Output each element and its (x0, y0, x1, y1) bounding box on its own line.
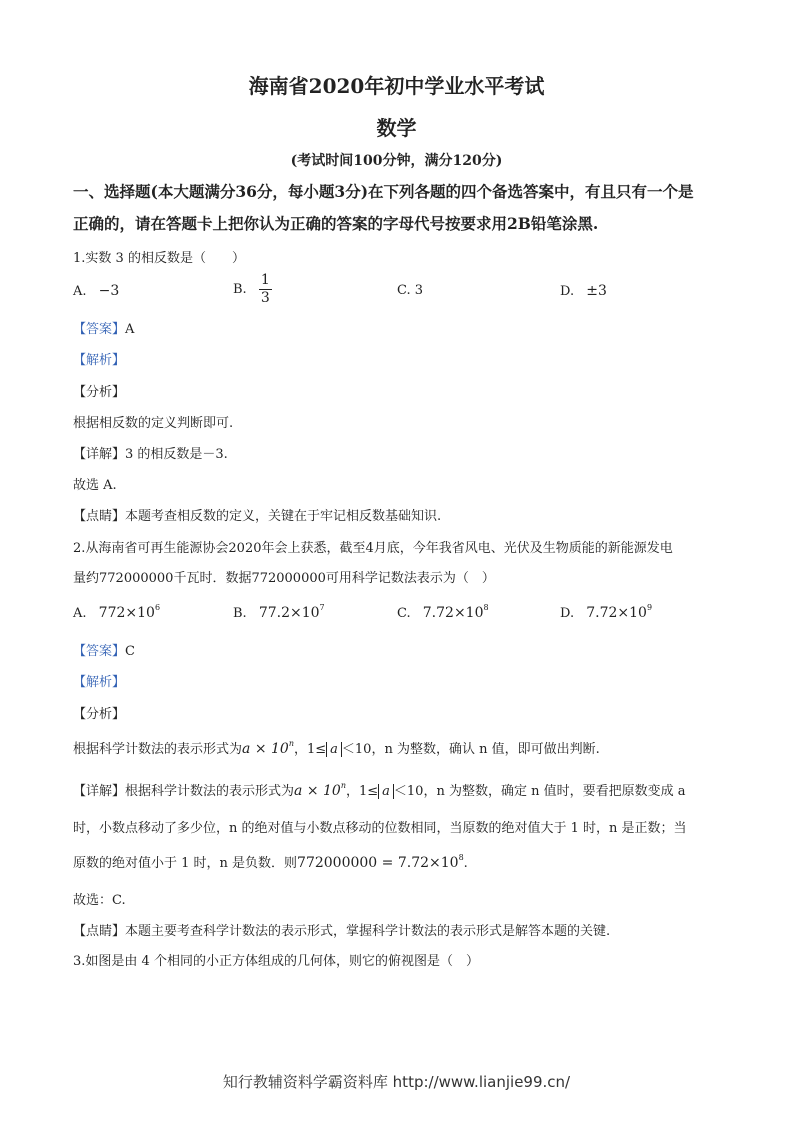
q1-option-b-fraction (259, 272, 272, 307)
q2-option-a-value: 772×10 (98, 605, 155, 621)
q2-fenxi-post: ＜10，n 为整数，确认 n 值，即可做出判断. (341, 742, 600, 757)
exam-time-note: (考试时间100分钟，满分120分) (290, 153, 503, 169)
q1-detail: 【详解】3 的相反数是－3. (73, 447, 228, 462)
q2-analysis-tag: 【解析】 (73, 675, 126, 690)
q2-detail-line3-end: . (463, 856, 468, 871)
q2-option-b-label: B. (233, 606, 247, 621)
q2-fenxi-abs: a (326, 742, 342, 757)
q2-answer-value: C (125, 644, 135, 659)
q2-detail-line2: 时，小数点移动了多少位，n 的绝对值与小数点移动的位数相同，当原数的绝对值大于 1 时，n 是正数；当 (73, 821, 687, 836)
q1-option-d-value: ±3 (586, 283, 607, 299)
q1-option-d (560, 283, 607, 299)
q1-option-a-label: A. (73, 284, 87, 299)
q2-option-d (560, 603, 652, 621)
q2-detail-line3-math-base: 772000000 = 7.72×10 (297, 855, 459, 871)
q2-option-b (233, 603, 325, 621)
q2-stem-line1: 2.从海南省可再生能源协会2020年会上获悉，截至4月底，今年我省风电、光伏及生物质能的新能源发电 (73, 541, 673, 556)
q1-option-d-label: D. (560, 284, 575, 299)
q1-option-b (233, 272, 272, 307)
q2-option-b-value: 77.2×10 (258, 605, 320, 621)
exam-subject: 数学 (376, 116, 417, 140)
q1-option-b-denominator: 3 (260, 290, 270, 306)
q2-option-d-value: 7.72×10 (586, 605, 647, 621)
q1-stem: 1.实数 3 的相反数是（ ） (73, 251, 245, 266)
section-instruction-line2: 正确的，请在答题卡上把你认为正确的答案的字母代号按要求用2B铅笔涂黑. (73, 214, 599, 233)
q2-answer-tag: 【答案】 (73, 644, 126, 659)
q2-option-c-exp: 8 (483, 603, 489, 612)
q2-fenxi-formula (242, 741, 294, 757)
q2-detail-line3-exp: 8 (458, 853, 464, 862)
q2-option-a-exp: 6 (154, 603, 161, 612)
q1-answer-value: A (125, 322, 135, 337)
q1-answer-tag: 【答案】 (73, 322, 126, 337)
q1-option-c: C. 3 (397, 283, 424, 298)
q1-option-b-label: B. (233, 282, 247, 297)
exam-title: 海南省2020年初中学业水平考试 (248, 74, 545, 98)
q2-option-a-label: A. (73, 606, 87, 621)
q2-fenxi-tag: 【分析】 (73, 707, 126, 722)
q2-option-d-label: D. (560, 606, 575, 621)
q1-choose: 故选 A. (73, 478, 117, 493)
q2-option-c (397, 603, 489, 621)
q2-option-c-label: C. (397, 606, 411, 621)
q1-dianjing: 【点睛】本题考查相反数的定义，关键在于牢记相反数基础知识. (73, 509, 442, 524)
q2-fenxi-pre: 根据科学计数法的表示形式为 (73, 742, 243, 757)
q2-detail-mid: ，1≤ (345, 784, 379, 799)
q2-detail-line3-math (297, 855, 464, 871)
q2-detail-line1 (73, 780, 685, 799)
q1-option-a (73, 283, 119, 299)
q2-detail-post: ＜10，n 为整数，确定 n 值时，要看把原数变成 a (393, 784, 686, 799)
q2-detail-formula-base: a × 10 (294, 783, 341, 799)
section-instruction-line1: 一、选择题(本大题满分36分，每小题3分)在下列各题的四个备选答案中，有且只有一个是 (73, 182, 694, 201)
q2-detail-formula (294, 783, 346, 799)
q2-option-d-exp: 9 (646, 603, 653, 612)
q2-fenxi-mid: ，1≤ (293, 742, 327, 757)
q2-option-b-exp: 7 (319, 603, 325, 612)
q3-stem: 3.如图是由 4 个相同的小正方体组成的几何体，则它的俯视图是（ ） (73, 954, 479, 969)
q1-option-a-value: −3 (98, 283, 120, 299)
q2-fenxi-text (73, 738, 600, 757)
q2-detail-line3-pre: 原数的绝对值小于 1 时，n 是负数．则 (73, 856, 298, 871)
q1-fenxi-tag: 【分析】 (73, 385, 126, 400)
q1-fenxi-text: 根据相反数的定义判断即可. (73, 416, 234, 431)
q2-detail-formula-exp: n (340, 781, 346, 790)
q2-option-c-value: 7.72×10 (422, 605, 484, 621)
q2-detail-line3 (73, 852, 468, 871)
q2-stem-line2: 量约772000000千瓦时．数据772000000可用科学记数法表示为（ ） (73, 571, 495, 586)
q2-answer (73, 640, 135, 659)
q1-analysis-tag: 【解析】 (73, 353, 126, 368)
q1-answer (73, 318, 134, 337)
q2-choose: 故选：C. (73, 893, 126, 908)
q2-detail-pre: 【详解】根据科学计数法的表示形式为 (73, 784, 295, 799)
q2-option-a (73, 603, 160, 621)
q2-fenxi-formula-base: a × 10 (242, 741, 289, 757)
q2-detail-abs: a (378, 784, 394, 799)
q1-option-b-numerator: 1 (260, 272, 270, 288)
footer-watermark: 知行教辅资料学霸资料库 http://www.lianjie99.cn/ (222, 1073, 571, 1091)
q2-dianjing: 【点睛】本题主要考查科学计数法的表示形式，掌握科学计数法的表示形式是解答本题的关键. (73, 924, 611, 939)
q2-fenxi-formula-exp: n (288, 739, 294, 748)
